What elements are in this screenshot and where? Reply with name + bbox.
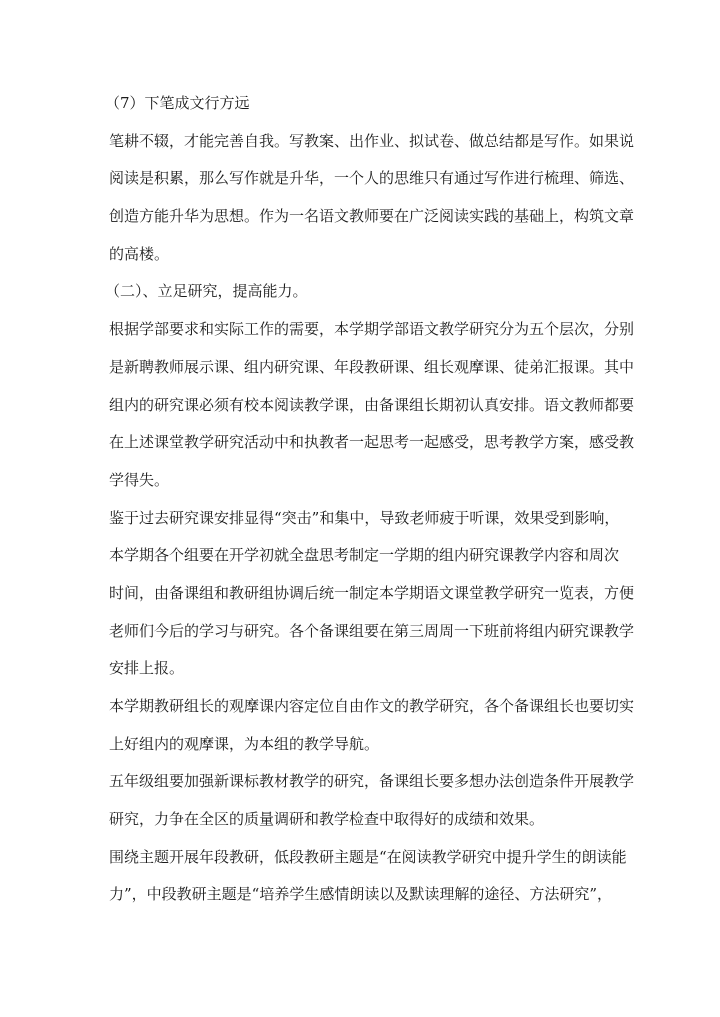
text-line: 五年级组要加强新课标教材教学的研究，备课组长要多想办法创造条件开展教学 (109, 772, 635, 791)
text-line: 笔耕不辍，才能完善自我。写教案、出作业、拟试卷、做总结都是写作。如果说 (109, 131, 635, 150)
text-line: 本学期教研组长的观摩课内容定位自由作文的教学研究，各个备课组长也要切实 (109, 697, 635, 715)
paragraph-writing (109, 129, 635, 280)
text-line: 阅读是积累，那么写作就是升华，一个人的思维只有通过写作进行梳理、筛选、 (109, 169, 635, 188)
text-line: 研究，力争在全区的质量调研和教学检查中取得好的成绩和效果。 (109, 810, 545, 829)
text-line: 时间，由备课组和教研组协调后统一制定本学期语文课堂教学研究一览表，方便 (109, 583, 635, 602)
paragraph-themes (109, 845, 627, 920)
section-heading-2: （二）、立足研究，提高能力。 (105, 282, 308, 301)
paragraph-observation (109, 694, 635, 769)
paragraph-research-levels (109, 317, 635, 505)
text-line: 力”，中段教研主题是“培养学生感情朗读以及默读理解的途径、方法研究”， (109, 885, 613, 904)
text-line: 本学期各个组要在开学初就全盘思考制定一学期的组内研究课教学内容和周次 (109, 546, 620, 565)
text-line: 老师们今后的学习与研究。各个备课组要在第三周周一下班前将组内研究课教学 (109, 621, 635, 640)
section-heading-7: （7）下笔成文行方远 (105, 94, 250, 112)
text-line: 根据学部要求和实际工作的需要，本学期学部语文教学研究分为五个层次，分别 (109, 320, 635, 339)
paragraph-grade-five (109, 769, 635, 844)
text-line: 学得失。 (109, 470, 170, 489)
text-line: 的高楼。 (109, 244, 170, 263)
document-body (105, 91, 635, 920)
text-line: 创造方能升华为思想。作为一名语文教师要在广泛阅读实践的基础上，构筑文章 (109, 207, 635, 226)
text-line: 鉴于过去研究课安排显得“突击”和集中，导致老师疲于听课，效果受到影响， (109, 508, 620, 527)
text-line: 上好组内的观摩课，为本组的教学导航。 (109, 734, 380, 753)
text-line: 在上述课堂教学研究活动中和执教者一起思考一起感受，思考教学方案，感受教 (109, 433, 635, 452)
text-line: 围绕主题开展年段教研，低段教研主题是“在阅读教学研究中提升学生的朗读能 (109, 847, 627, 866)
paragraph-schedule (109, 506, 635, 694)
text-line: 组内的研究课必须有校本阅读教学课，由备课组长期初认真安排。语文教师都要 (109, 395, 635, 414)
text-line: 是新聘教师展示课、组内研究课、年段教研课、组长观摩课、徒弟汇报课。其中 (109, 357, 635, 376)
text-line: 安排上报。 (109, 659, 185, 678)
